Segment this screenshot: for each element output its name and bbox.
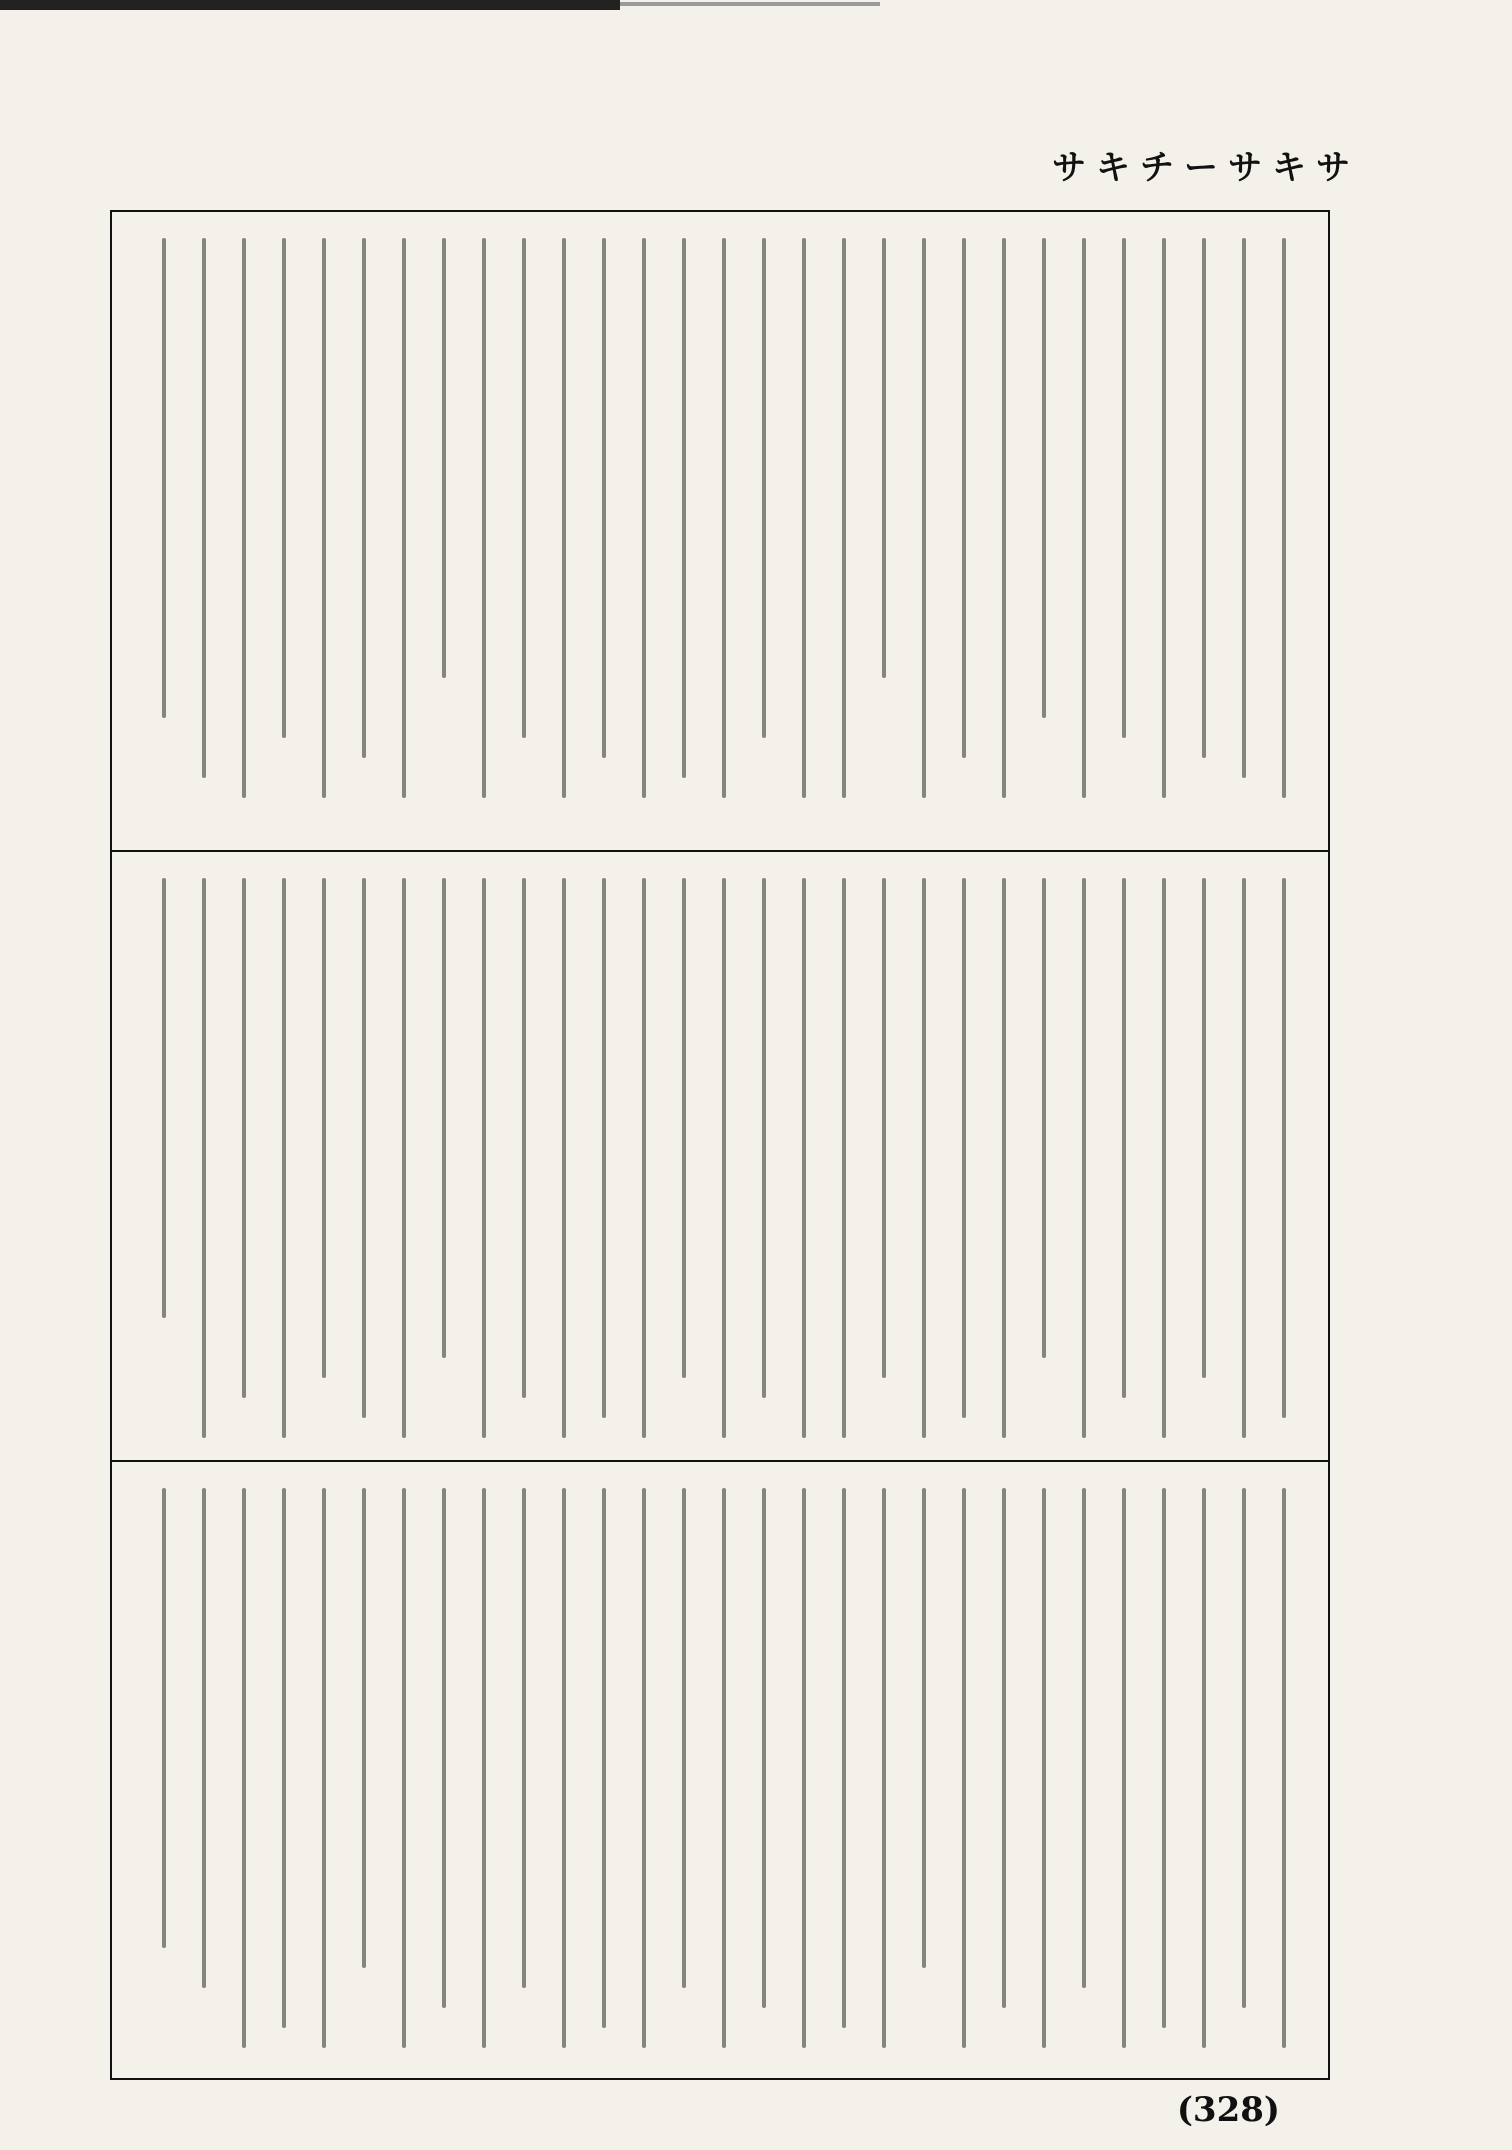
entry-column: [322, 1488, 326, 2048]
entry-column: [1202, 1488, 1206, 2048]
band-top: [112, 212, 1328, 852]
entry-column: [1082, 238, 1086, 798]
entry-column: [522, 878, 526, 1398]
entry-column: [722, 878, 726, 1438]
entry-column: [602, 878, 606, 1418]
entry-column: [202, 878, 206, 1438]
entry-column: [1242, 1488, 1246, 2008]
entry-column: [1002, 878, 1006, 1438]
entry-column: [1082, 1488, 1086, 1988]
entry-column: [402, 238, 406, 798]
entry-column: [1002, 1488, 1006, 2008]
entry-column: [562, 1488, 566, 2048]
entry-column: [842, 238, 846, 798]
entry-column: [1282, 238, 1286, 798]
entry-column: [482, 238, 486, 798]
entry-column: [482, 1488, 486, 2048]
entry-column: [1242, 238, 1246, 778]
entry-column: [1282, 1488, 1286, 2048]
entry-column: [1162, 1488, 1166, 2028]
band-middle: [112, 852, 1328, 1462]
page-frame: [110, 210, 1330, 2080]
entry-column: [802, 1488, 806, 2048]
entry-column: [762, 878, 766, 1398]
entry-column: [962, 1488, 966, 2048]
entry-column: [1202, 878, 1206, 1378]
top-rule-secondary: [620, 2, 880, 6]
entry-column: [1122, 878, 1126, 1398]
entry-column: [642, 878, 646, 1438]
entry-column: [642, 1488, 646, 2048]
entry-column: [162, 1488, 166, 1948]
entry-column: [682, 238, 686, 778]
entry-column: [922, 238, 926, 798]
entry-column: [802, 238, 806, 798]
entry-column: [522, 1488, 526, 1988]
entry-column: [1042, 878, 1046, 1358]
entry-column: [642, 238, 646, 798]
entry-column: [762, 238, 766, 738]
entry-column: [202, 238, 206, 778]
entry-column: [442, 1488, 446, 2008]
entry-column: [362, 878, 366, 1418]
entry-column: [1082, 878, 1086, 1438]
entry-column: [202, 1488, 206, 1988]
entry-column: [242, 878, 246, 1398]
entry-column: [362, 1488, 366, 1968]
entry-column: [362, 238, 366, 758]
entry-column: [882, 238, 886, 678]
entry-column: [242, 238, 246, 798]
entry-column: [1042, 1488, 1046, 2048]
entry-column: [962, 238, 966, 758]
entry-column: [922, 1488, 926, 1968]
entry-column: [522, 238, 526, 738]
entry-column: [682, 1488, 686, 1988]
entry-column: [682, 878, 686, 1378]
entry-column: [562, 238, 566, 798]
entry-column: [882, 1488, 886, 2048]
entry-column: [282, 238, 286, 738]
entry-column: [402, 1488, 406, 2048]
entry-column: [482, 878, 486, 1438]
entry-column: [722, 238, 726, 798]
entry-column: [1122, 1488, 1126, 2048]
entry-column: [242, 1488, 246, 2048]
entry-column: [402, 878, 406, 1438]
entry-column: [842, 1488, 846, 2028]
entry-column: [1282, 878, 1286, 1418]
entry-column: [442, 238, 446, 678]
entry-column: [1162, 878, 1166, 1438]
running-head: サキチーサキサ: [1052, 148, 1360, 188]
entry-column: [602, 1488, 606, 2028]
entry-column: [1122, 238, 1126, 738]
entry-column: [1162, 238, 1166, 798]
entry-column: [1242, 878, 1246, 1438]
page-number: (328): [1176, 2090, 1280, 2130]
top-rule: [0, 0, 620, 10]
entry-column: [922, 878, 926, 1438]
entry-column: [442, 878, 446, 1358]
entry-column: [322, 878, 326, 1378]
entry-column: [162, 878, 166, 1318]
entry-column: [282, 1488, 286, 2028]
entry-column: [962, 878, 966, 1418]
entry-column: [722, 1488, 726, 2048]
entry-column: [562, 878, 566, 1438]
band-bottom: [112, 1462, 1328, 2078]
entry-column: [602, 238, 606, 758]
entry-column: [1002, 238, 1006, 798]
entry-column: [762, 1488, 766, 2008]
entry-column: [322, 238, 326, 798]
entry-column: [1042, 238, 1046, 718]
entry-column: [842, 878, 846, 1438]
entry-column: [162, 238, 166, 718]
entry-column: [282, 878, 286, 1438]
entry-column: [882, 878, 886, 1378]
entry-column: [802, 878, 806, 1438]
entry-column: [1202, 238, 1206, 758]
